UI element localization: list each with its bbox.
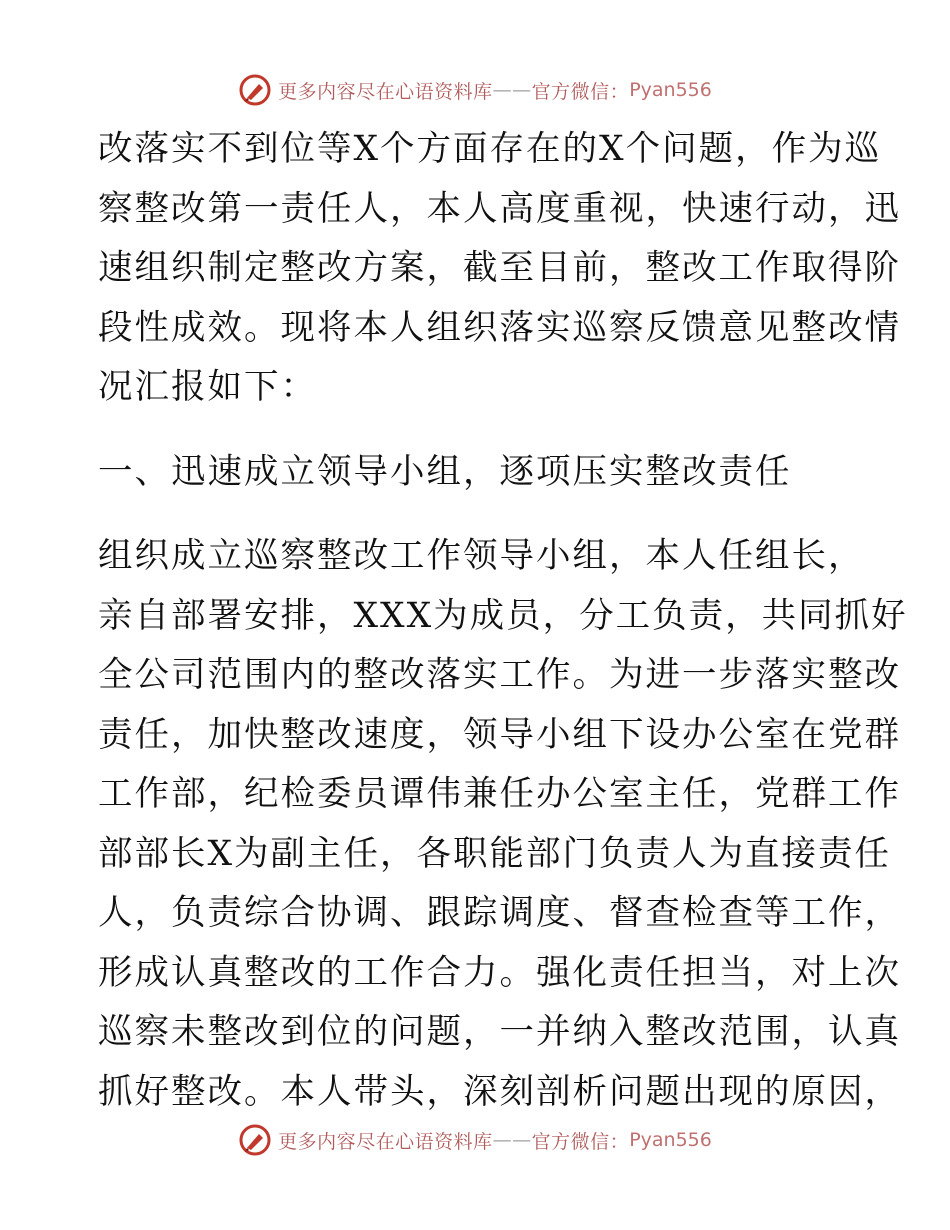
body-line: 抓好整改。本人带头，深刻剖析问题出现的原因， bbox=[98, 1071, 901, 1112]
footer-wechat-id: Pyan556 bbox=[629, 1129, 712, 1151]
body-line: 工作部，纪检委员谭伟兼任办公室主任，党群工作 bbox=[98, 774, 901, 814]
document-body bbox=[98, 120, 908, 1122]
paragraph-gap bbox=[98, 418, 858, 443]
body-line: 速组织制定整改方案，截至目前，整改工作取得阶 bbox=[98, 248, 901, 288]
body-line: 巡察未整改到位的问题，一并纳入整改范围，认真 bbox=[98, 1012, 901, 1052]
header-wechat-label: 官方微信： bbox=[531, 80, 630, 103]
footer-wechat-label: 官方微信： bbox=[531, 1130, 630, 1153]
body-line: 亲自部署安排，XXX为成员，分工负责，共同抓好 bbox=[98, 595, 908, 636]
body-line: 人，负责综合协调、跟踪调度、督查检查等工作， bbox=[98, 893, 901, 933]
footer-text bbox=[278, 1127, 712, 1154]
header-text bbox=[278, 77, 712, 104]
body-line: 组织成立巡察整改工作领导小组，本人任组长， bbox=[98, 536, 865, 576]
body-line: 全公司范围内的整改落实工作。为进一步落实整改 bbox=[98, 655, 901, 695]
footer-banner bbox=[0, 1120, 950, 1160]
section-heading: 一、迅速成立领导小组，逐项压实整改责任 bbox=[98, 451, 792, 492]
body-line: 改落实不到位等X个方面存在的X个问题，作为巡 bbox=[98, 129, 882, 169]
header-wechat-id: Pyan556 bbox=[629, 79, 712, 101]
footer-separator: —— bbox=[492, 1129, 532, 1151]
pen-logo-icon bbox=[238, 1123, 272, 1157]
header-separator: —— bbox=[492, 79, 532, 101]
header-site-text: 更多内容尽在心语资料库 bbox=[278, 80, 493, 103]
body-line: 况汇报如下： bbox=[98, 367, 317, 407]
body-line: 部部长X为副主任，各职能部门负责人为直接责任 bbox=[98, 833, 892, 874]
pen-logo-icon bbox=[238, 73, 272, 107]
footer-site-text: 更多内容尽在心语资料库 bbox=[278, 1130, 493, 1153]
body-line: 察整改第一责任人，本人高度重视，快速行动，迅 bbox=[98, 188, 901, 229]
header-banner bbox=[0, 70, 950, 110]
body-line: 责任，加快整改速度，领导小组下设办公室在党群 bbox=[98, 714, 901, 755]
body-line: 形成认真整改的工作合力。强化责任担当，对上次 bbox=[98, 952, 901, 993]
paragraph-gap bbox=[98, 502, 858, 527]
body-line: 段性成效。现将本人组织落实巡察反馈意见整改情 bbox=[98, 307, 901, 348]
